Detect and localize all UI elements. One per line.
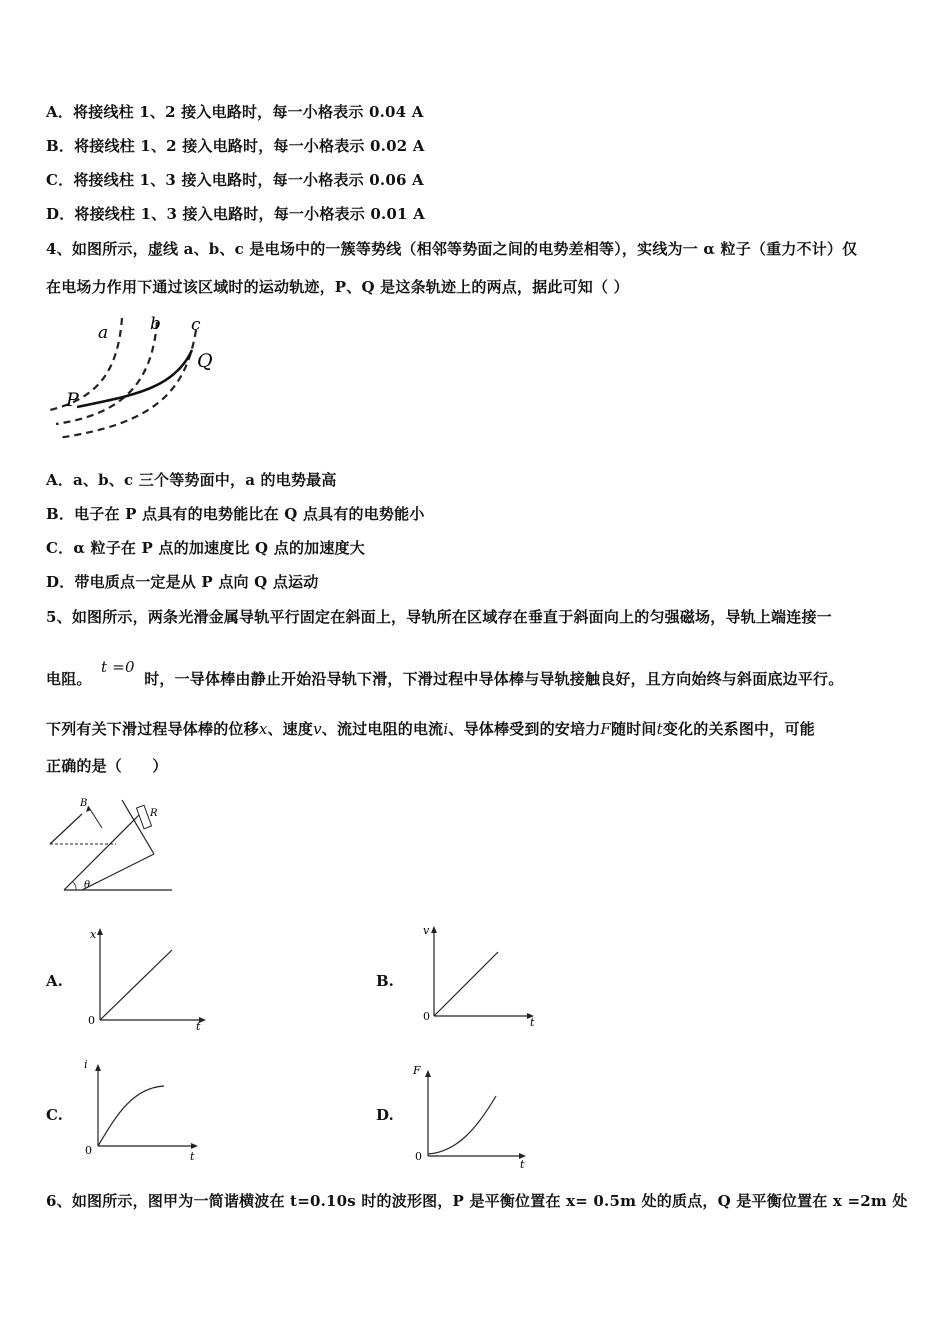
label-theta: θ — [84, 880, 91, 891]
q4-equipotential-figure — [44, 310, 234, 445]
alpha-particle-trajectory — [77, 350, 192, 407]
svg-text:F: F — [413, 1064, 421, 1077]
svg-text:t: t — [530, 1016, 535, 1026]
label-q: Q — [197, 350, 213, 372]
svg-text:t: t — [520, 1158, 525, 1170]
equipotential-line-c — [58, 330, 196, 438]
q4-stem-line1: 4、如图所示，虚线 a、b、c 是电场中的一簇等势线（相邻等势面之间的电势差相等），实线为一 α 粒子（重力不计）仅 — [46, 240, 858, 258]
q5-option-a-label: A. — [46, 972, 63, 990]
q3-option-c: C．将接线柱 1、3 接入电路时，每一小格表示 0.06 A — [46, 171, 424, 189]
q5-graph-a — [84, 926, 214, 1030]
q5-stem-line1: 5、如图所示，两条光滑金属导轨平行固定在斜面上，导轨所在区域存在垂直于斜面向上的匀强磁场，导轨上端连接一 — [46, 608, 832, 626]
q4-option-b: B．电子在 P 点具有的电势能比在 Q 点具有的电势能小 — [46, 505, 425, 523]
label-p: P — [66, 389, 79, 411]
q5-graph-c — [82, 1056, 212, 1164]
svg-text:0: 0 — [85, 1144, 92, 1157]
q3-option-a: A．将接线柱 1、2 接入电路时，每一小格表示 0.04 A — [46, 103, 424, 121]
q5-option-b-label: B. — [376, 972, 394, 990]
graph-d-curve — [428, 1096, 496, 1154]
svg-text:0: 0 — [423, 1010, 430, 1023]
q3-option-d: D．将接线柱 1、3 接入电路时，每一小格表示 0.01 A — [46, 205, 425, 223]
label-c: c — [191, 315, 201, 335]
svg-text:v: v — [423, 924, 430, 937]
q4-stem-line2: 在电场力作用下通过该区域时的运动轨迹，P、Q 是这条轨迹上的两点，据此可知（ ） — [46, 278, 629, 296]
q5-option-d-label: D. — [376, 1106, 394, 1124]
svg-text:x: x — [90, 928, 97, 941]
svg-text:0: 0 — [88, 1014, 95, 1027]
label-b: b — [150, 314, 161, 334]
label-a: a — [98, 323, 109, 343]
equipotential-line-a — [50, 318, 122, 410]
graph-a-curve — [100, 950, 172, 1020]
svg-text:t: t — [196, 1020, 201, 1030]
q3-option-b: B．将接线柱 1、2 接入电路时，每一小格表示 0.02 A — [46, 137, 425, 155]
q4-option-d: D．带电质点一定是从 P 点向 Q 点运动 — [46, 573, 319, 591]
q5-graph-b — [418, 922, 548, 1026]
label-r: R — [150, 808, 158, 819]
q5-stem-line2: 电阻。 t =0 时，一导体棒由静止开始沿导轨下滑，下滑过程中导体棒与导轨接触良好，且方向始终与斜面底边平行。 — [46, 658, 844, 688]
svg-text:0: 0 — [415, 1150, 422, 1163]
q5-stem-line3: 下列有关下滑过程导体棒的位移x、速度v、流过电阻的电流i、导体棒受到的安培力F随时间t变化的关系图中，可能 — [46, 720, 815, 738]
svg-text:i: i — [84, 1058, 88, 1071]
q5-stem-line4: 正确的是（ ） — [46, 757, 168, 775]
q5-incline-figure — [44, 792, 184, 897]
q5-graph-d — [412, 1060, 542, 1170]
graph-c-curve — [98, 1086, 164, 1146]
q6-stem-line1: 6、如图所示，图甲为一简谐横波在 t=0.10s 时的波形图，P 是平衡位置在 x= 0.5m 处的质点，Q 是平衡位置在 x =2m 处 — [46, 1192, 908, 1210]
q4-option-a: A．a、b、c 三个等势面中，a 的电势最高 — [46, 471, 337, 489]
t-equals-zero: t =0 — [101, 658, 135, 676]
q4-option-c: C．α 粒子在 P 点的加速度比 Q 点的加速度大 — [46, 539, 365, 557]
svg-text:t: t — [190, 1150, 195, 1163]
graph-b-curve — [434, 952, 498, 1016]
q5-option-c-label: C. — [46, 1106, 63, 1124]
label-b-field: B — [80, 798, 88, 809]
